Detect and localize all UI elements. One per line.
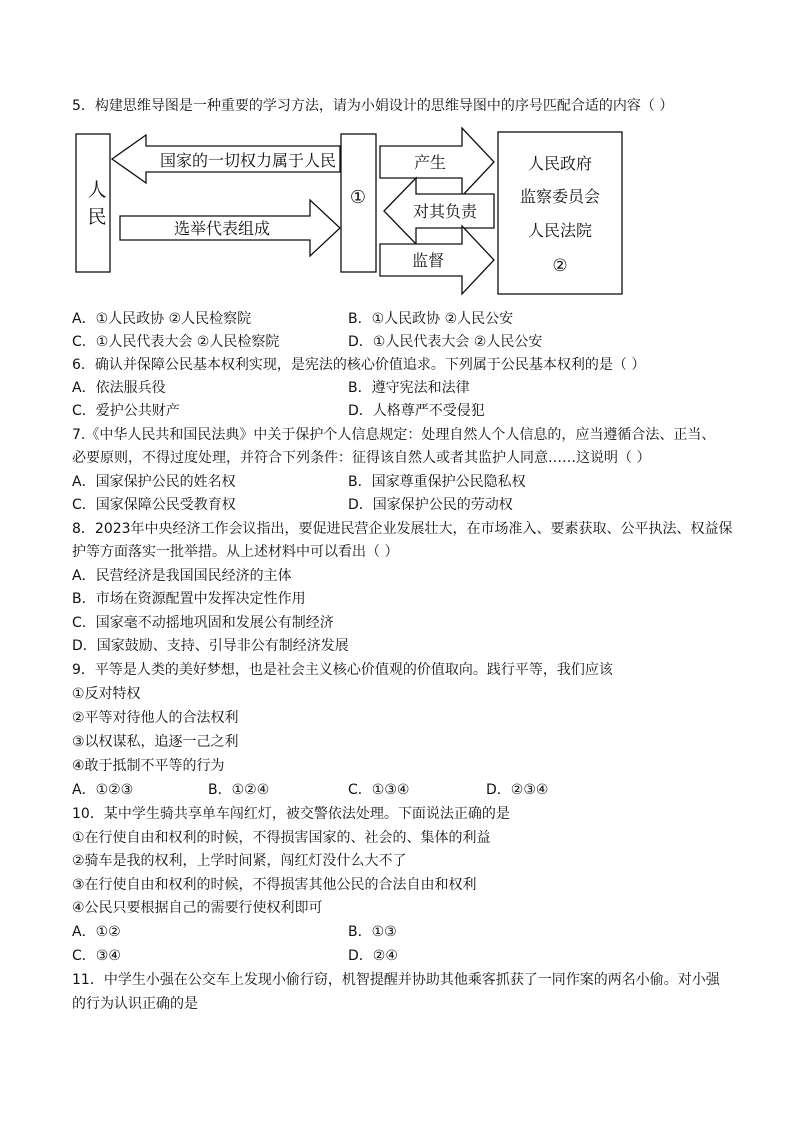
center-label: ① [349,187,367,208]
q10-item-4: ④公民只要根据自己的需要行使权利即可 [72,900,323,916]
right-line-4: ② [552,256,568,276]
q9-option-b[interactable]: B．①②④ [208,782,270,798]
q10-option-b[interactable]: B．①③ [348,924,397,940]
q5-mind-map [0,126,794,306]
q6-option-d[interactable]: D．人格尊严不受侵犯 [348,403,485,419]
q10-item-3: ③在行使自由和权利的时候，不得损害其他公民的合法自由和权利 [72,877,477,893]
q7-stem-line-1: 7.《中华人民共和国民法典》中关于保护个人信息规定：处理自然人个人信息的，应当遵循合法、正当、 [72,427,716,443]
q8-option-b[interactable]: B．市场在资源配置中发挥决定性作用 [72,591,306,607]
q9-option-d[interactable]: D．②③④ [486,782,549,798]
supervise-label: 监督 [411,251,445,270]
q8-stem-line-2: 护等方面落实一批举措。从上述材料中可以看出（ ） [72,544,399,560]
q10-option-d[interactable]: D．②④ [348,948,398,964]
q10-stem: 10．某中学生骑共享单车闯红灯，被交警依法处理。下面说法正确的是 [72,806,510,822]
q6-stem: 6．确认并保障公民基本权利实现，是宪法的核心价值追求。下列属于公民基本权利的是（ ） [72,357,646,373]
responsible-label: 对其负责 [412,202,478,221]
q5-stem: 5．构建思维导图是一种重要的学习方法，请为小娟设计的思维导图中的序号匹配合适的内容（ ） [72,98,674,114]
q9-item-4: ④敢于抵制不平等的行为 [72,758,225,774]
q9-item-3: ③以权谋私，追逐一己之利 [72,734,239,750]
q10-option-c[interactable]: C．③④ [72,948,121,964]
q9-option-c[interactable]: C．①③④ [348,782,410,798]
q5-option-a[interactable]: A．①人民政协 ②人民检察院 [72,311,252,327]
q8-option-c[interactable]: C．国家毫不动摇地巩固和发展公有制经济 [72,615,334,631]
q5-option-d[interactable]: D．①人民代表大会 ②人民公安 [348,334,543,350]
people-label-1: 人 [87,179,107,201]
q9-stem: 9．平等是人类的美好梦想，也是社会主义核心价值观的价值取向。践行平等，我们应该 [72,662,613,678]
arrow-bottom-label: 选举代表组成 [173,219,271,238]
q11-stem-line-1: 11．中学生小强在公交车上发现小偷行窃，机智提醒并协助其他乘客抓获了一同作案的两名小偷。对小强 [72,972,720,988]
q9-item-2: ②平等对待他人的合法权利 [72,710,239,726]
q7-option-d[interactable]: D．国家保护公民的劳动权 [348,497,513,513]
q8-option-a[interactable]: A．民营经济是我国国民经济的主体 [72,568,292,584]
right-line-2: 监察委员会 [519,187,601,206]
people-box [76,134,110,272]
q5-option-b[interactable]: B．①人民政协 ②人民公安 [348,311,514,327]
q6-option-c[interactable]: C．爱护公共财产 [72,403,180,419]
q7-option-a[interactable]: A．国家保护公民的姓名权 [72,474,236,490]
q6-option-b[interactable]: B．遵守宪法和法律 [348,380,470,396]
q10-option-a[interactable]: A．①② [72,924,121,940]
q7-stem-line-2: 必要原则，不得过度处理，并符合下列条件：征得该自然人或者其监护人同意……这说明（ ） [72,450,651,466]
right-line-1: 人民政府 [527,154,593,173]
q6-option-a[interactable]: A．依法服兵役 [72,380,166,396]
people-label-2: 民 [87,206,107,228]
arrow-top-label: 国家的一切权力属于人民 [159,151,337,170]
q8-stem-line-1: 8．2023年中央经济工作会议指出，要促进民营企业发展壮大，在市场准入、要素获取、公平执法、权益保 [72,521,733,537]
q7-option-c[interactable]: C．国家保障公民受教育权 [72,497,236,513]
q9-option-a[interactable]: A．①②③ [72,782,134,798]
q9-item-1: ①反对特权 [72,686,141,702]
q7-option-b[interactable]: B．国家尊重保护公民隐私权 [348,474,526,490]
right-line-3: 人民法院 [527,221,593,240]
q5-option-c[interactable]: C．①人民代表大会 ②人民检察院 [72,334,280,350]
q8-option-d[interactable]: D．国家鼓励、支持、引导非公有制经济发展 [72,638,349,654]
q10-item-2: ②骑车是我的权利，上学时间紧，闯红灯没什么大不了 [72,853,407,869]
q10-item-1: ①在行使自由和权利的时候，不得损害国家的、社会的、集体的利益 [72,830,491,846]
q11-stem-line-2: 的行为认识正确的是 [72,996,198,1012]
produce-label: 产生 [413,153,447,172]
